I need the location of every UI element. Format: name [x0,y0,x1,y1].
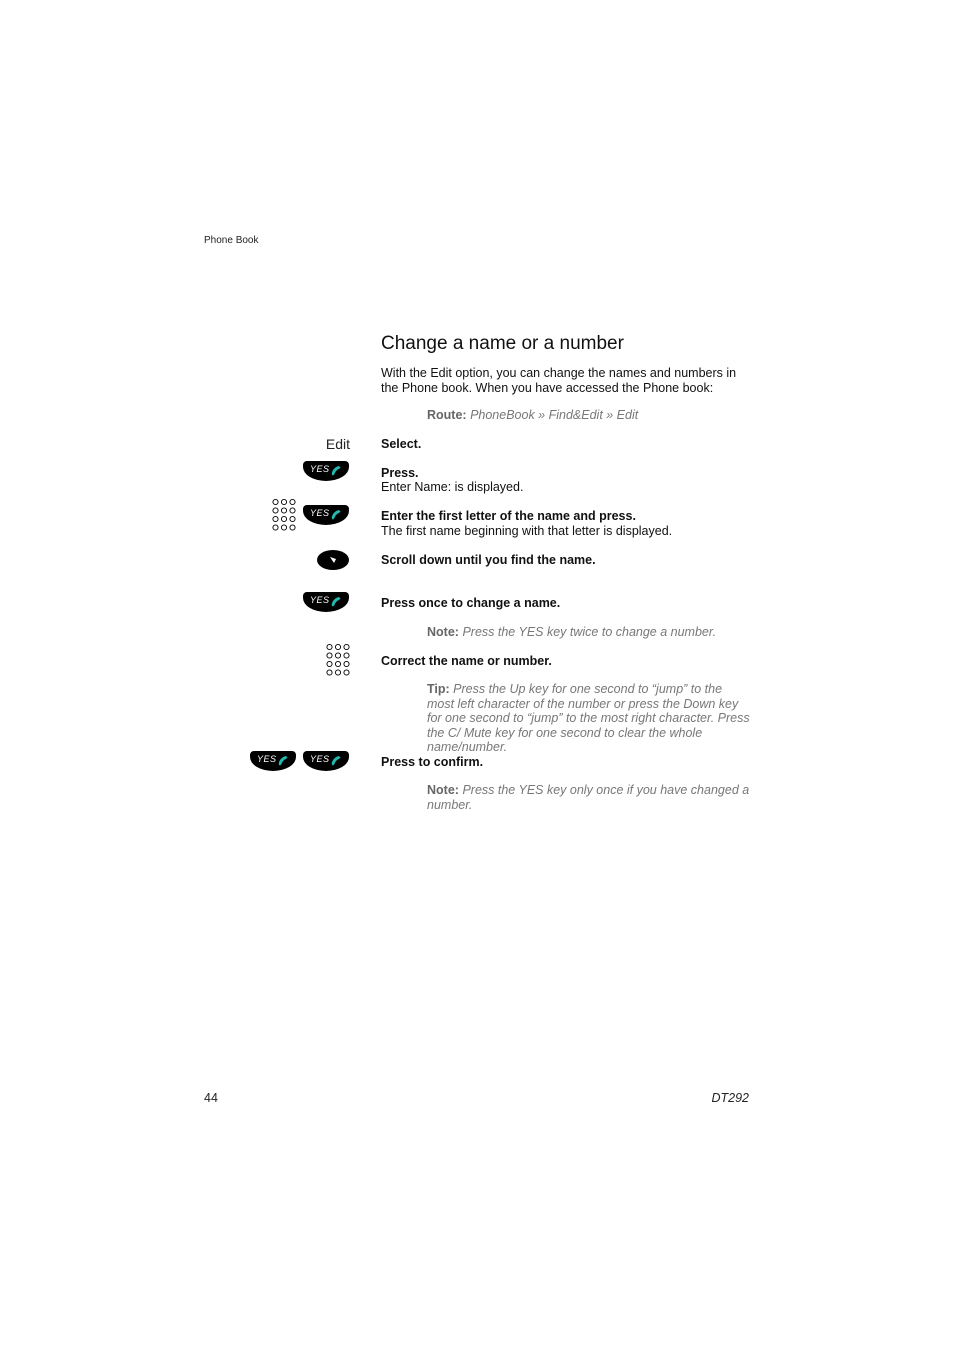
intro-paragraph [381,366,751,395]
step-first-letter: Enter the first letter of the name and press. [381,509,636,523]
note-yes-twice [427,625,752,640]
note-label: Note: [427,625,459,639]
tip-block [427,682,752,755]
yes-key-label: YES [310,508,330,518]
step-confirm: Press to confirm. [381,755,484,769]
yes-key-label: YES [310,464,330,474]
yes-key-icon [250,751,296,771]
edit-menu-label: Edit [325,436,350,452]
yes-key-icon [303,751,349,771]
note-label: Note: [427,783,459,797]
keypad-icon [326,643,350,677]
keypad-icon [272,498,296,532]
enter-name-word: Enter Name: [381,480,452,494]
yes-key-label: YES [257,754,277,764]
route-label: Route: [427,408,467,422]
section-header: Phone Book [204,235,259,246]
step-correct: Correct the name or number. [381,654,552,668]
yes-key-icon [303,505,349,525]
note-yes-once [427,783,752,812]
page-title: Change a name or a number [381,333,624,354]
yes-key-label: YES [310,595,330,605]
step-scroll: Scroll down until you find the name. [381,553,596,567]
page-number: 44 [204,1091,218,1105]
scroll-down-key-icon [317,550,349,570]
arrow-down-icon [317,550,349,570]
intro-edit-word: Edit [430,366,452,380]
phone-handset-icon [329,754,343,768]
step-press: Press. [381,466,419,480]
phone-handset-icon [329,508,343,522]
tip-text: Press the Up key for one second to “jump” to the most left character of the number or press the Down key for one second to “jump” to the most right character. Press the C/ Mute key for one second to clear the whole name/number. [427,682,750,754]
route-line [427,408,638,422]
step-press-desc [381,480,523,495]
enter-name-rest: is displayed. [451,480,524,494]
intro-before: With the [381,366,431,380]
tip-label: Tip: [427,682,450,696]
note-text: Press the YES key twice to change a number. [462,625,717,639]
yes-key-icon [303,461,349,481]
step-press-once: Press once to change a name. [381,596,561,610]
note-text: Press the YES key only once if you have changed a number. [427,783,750,812]
phone-handset-icon [329,464,343,478]
intro-after: option, you can change the names and numbers in the Phone book. When you have accessed the Phone book: [381,366,737,395]
phone-handset-icon [329,595,343,609]
phone-handset-icon [276,754,290,768]
model-name: DT292 [711,1091,749,1105]
yes-key-icon [303,592,349,612]
step-first-letter-desc: The first name beginning with that letter is displayed. [381,524,673,538]
yes-key-label: YES [310,754,330,764]
step-select: Select. [381,437,422,451]
route-path: PhoneBook » Find&Edit » Edit [470,408,639,422]
